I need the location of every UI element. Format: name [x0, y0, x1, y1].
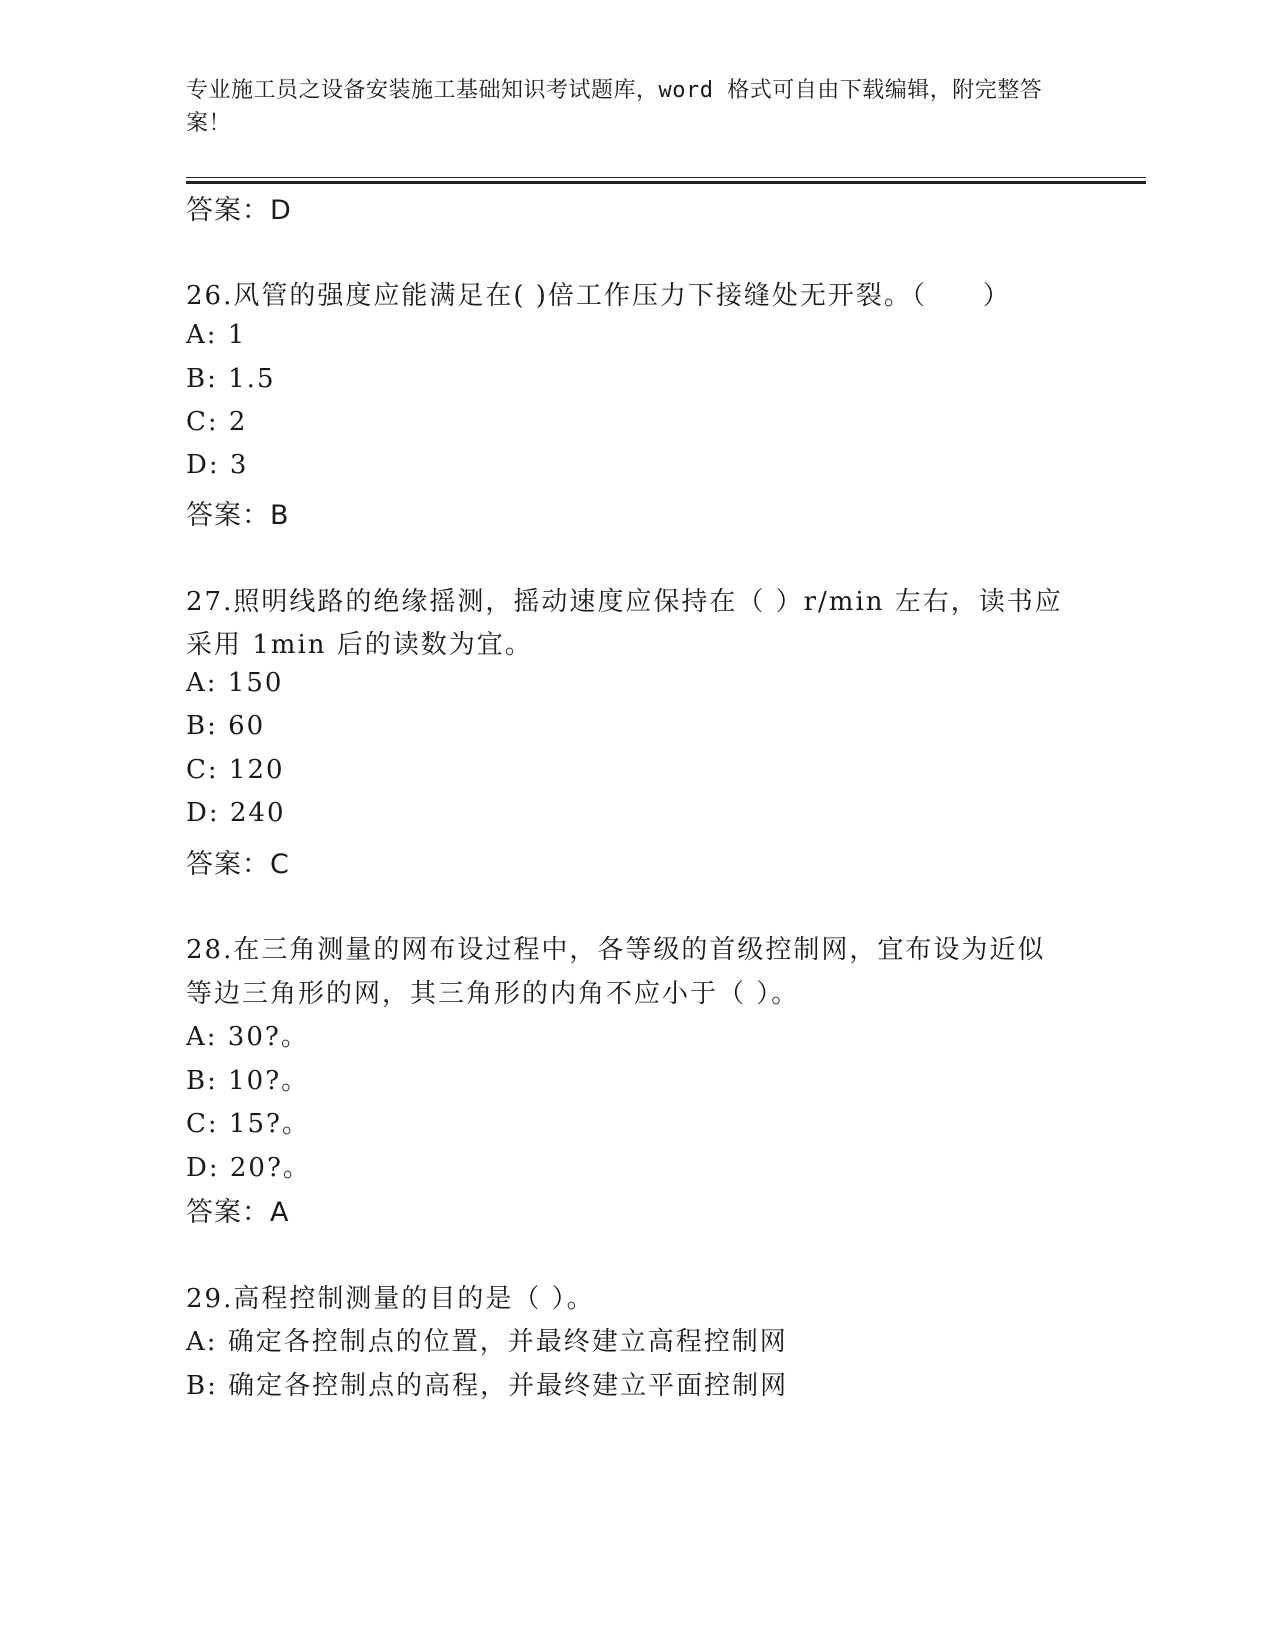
question-29-option-a: A: 确定各控制点的位置，并最终建立高程控制网 — [186, 1327, 788, 1357]
question-29-text: 29.高程控制测量的目的是（ ）。 — [186, 1284, 595, 1314]
question-28-option-c: C: 15?。 — [186, 1109, 310, 1139]
header-divider-thin — [186, 177, 1146, 178]
header-divider-thick — [186, 181, 1146, 184]
question-28-option-d: D: 20?。 — [186, 1153, 311, 1183]
question-26-answer: 答案：B — [186, 500, 290, 531]
question-28-text-line-1: 28.在三角测量的网布设过程中，各等级的首级控制网，宜布设为近似 — [186, 935, 1046, 965]
question-27-text-line-2: 采用 1min 后的读数为宜。 — [186, 630, 533, 660]
question-26-option-a: A: 1 — [186, 320, 247, 350]
question-26-option-b: B: 1.5 — [186, 364, 276, 394]
question-28-option-b: B: 10?。 — [186, 1066, 310, 1096]
document-header: 专业施工员之设备安装施工基础知识考试题库，word 格式可自由下载编辑，附完整答案！ — [186, 78, 1043, 136]
question-29-option-b: B: 确定各控制点的高程，并最终建立平面控制网 — [186, 1371, 789, 1401]
question-27-option-c: C: 120 — [186, 755, 285, 785]
question-28-option-a: A: 30?。 — [186, 1022, 309, 1052]
question-26-option-c: C: 2 — [186, 407, 248, 437]
question-28-answer: 答案：A — [186, 1197, 290, 1228]
question-26-option-d: D: 3 — [186, 450, 249, 480]
question-27-option-b: B: 60 — [186, 711, 266, 741]
question-27-answer: 答案：C — [186, 849, 290, 880]
question-27-option-d: D: 240 — [186, 798, 286, 828]
question-28-text-line-2: 等边三角形的网，其三角形的内角不应小于（ ）。 — [186, 979, 800, 1009]
question-27-text-line-1: 27.照明线路的绝缘摇测，摇动速度应保持在（ ）r/min 左右，读书应 — [186, 587, 1063, 617]
question-27-option-a: A: 150 — [186, 668, 284, 698]
question-26-text: 26.风管的强度应能满足在( )倍工作压力下接缝处无开裂。（ ） — [186, 281, 1011, 311]
previous-answer: 答案：D — [186, 195, 292, 226]
